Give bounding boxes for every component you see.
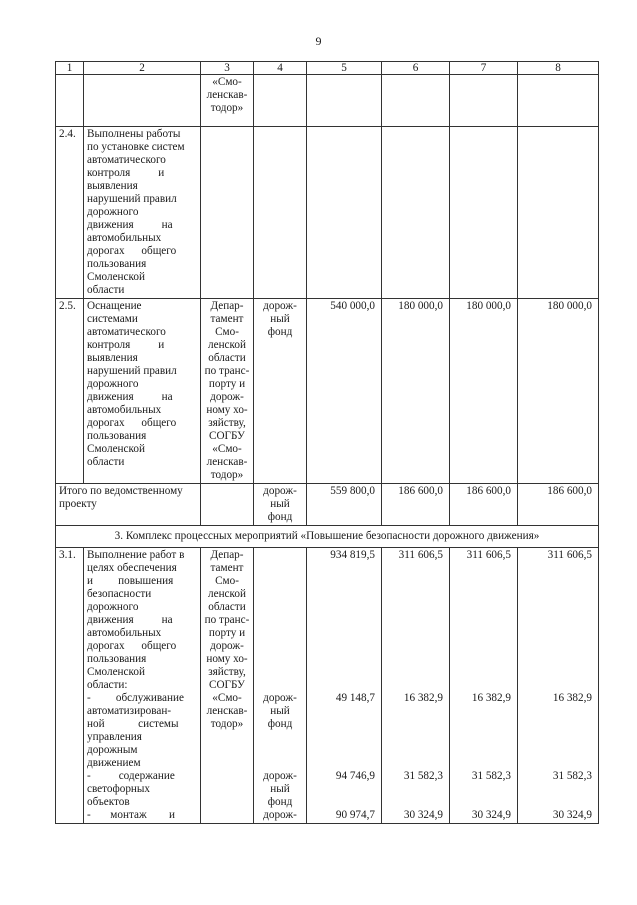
section-heading: 3. Комплекс процессных мероприятий «Повышение безопасности дорожного движения» xyxy=(56,526,599,548)
cell-source xyxy=(254,75,307,127)
cell-name: Выполнение работ в целях обеспечения и повышения безопасности дорожного движения на автомобильных дорогах общего пользования Смоленской области: - обслуживание автоматизирован- ной системы управления дорожным движением - содержание светофорных объектов - монтаж и xyxy=(84,548,201,824)
cell-source: дорож- ный фонд xyxy=(254,299,307,484)
cell-year-2: 311 606,5 16 382,9 31 582,3 30 324,9 xyxy=(450,548,518,824)
header-col-1: 1 xyxy=(56,62,84,75)
cell-total: 540 000,0 xyxy=(307,299,382,484)
cell-total-label: Итого по ведомственному проекту xyxy=(56,484,201,526)
table-row-2-5 xyxy=(56,299,599,484)
cell-num: 3.1. xyxy=(56,548,84,824)
cell-year-1: 186 600,0 xyxy=(382,484,450,526)
table-row-2-4 xyxy=(56,127,599,299)
table-row-total xyxy=(56,484,599,526)
header-row xyxy=(56,62,599,75)
header-col-7: 7 xyxy=(450,62,518,75)
cell-name: Выполнены работы по установке систем автоматического контроля и выявления нарушений правил дорожного движения на автомобильных дорогах общего пользования Смоленской области xyxy=(84,127,201,299)
header-col-6: 6 xyxy=(382,62,450,75)
cell-total: 559 800,0 xyxy=(307,484,382,526)
cell-source: дорож- ный фонд xyxy=(254,484,307,526)
cell-total: 934 819,5 49 148,7 94 746,9 90 974,7 xyxy=(307,548,382,824)
section-heading-row xyxy=(56,526,599,548)
cell-num xyxy=(56,75,84,127)
cell-year-2: 186 600,0 xyxy=(450,484,518,526)
table-row-continuation xyxy=(56,75,599,127)
cell-name: Оснащение системами автоматического контроля и выявления нарушений правил дорожного движения на автомобильных дорогах общего пользования Смоленской области xyxy=(84,299,201,484)
cell-executor: «Смо- ленскав- тодор» xyxy=(201,75,254,127)
header-col-4: 4 xyxy=(254,62,307,75)
cell-year-3: 186 600,0 xyxy=(518,484,599,526)
cell-year-2: 180 000,0 xyxy=(450,299,518,484)
budget-table xyxy=(55,61,599,824)
cell-executor: Депар- тамент Смо- ленской области по транс- порту и дорож- ному хо- зяйству, СОГБУ «Смо- ленскав- тодор» xyxy=(201,299,254,484)
page-number: 9 xyxy=(315,34,322,48)
cell-num: 2.4. xyxy=(56,127,84,299)
cell-year-3: 311 606,5 16 382,9 31 582,3 30 324,9 xyxy=(518,548,599,824)
header-col-2: 2 xyxy=(84,62,201,75)
cell-num: 2.5. xyxy=(56,299,84,484)
header-col-3: 3 xyxy=(201,62,254,75)
cell-year-1: 180 000,0 xyxy=(382,299,450,484)
table-row-3-1 xyxy=(56,548,599,824)
header-col-5: 5 xyxy=(307,62,382,75)
cell-year-3: 180 000,0 xyxy=(518,299,599,484)
cell-source: дорож- ный фонд дорож- ный фонд дорож- xyxy=(254,548,307,824)
header-col-8: 8 xyxy=(518,62,599,75)
cell-year-1: 311 606,5 16 382,9 31 582,3 30 324,9 xyxy=(382,548,450,824)
cell-name xyxy=(84,75,201,127)
cell-executor: Депар- тамент Смо- ленской области по транс- порту и дорож- ному хо- зяйству, СОГБУ «Смо- ленскав- тодор» xyxy=(201,548,254,824)
